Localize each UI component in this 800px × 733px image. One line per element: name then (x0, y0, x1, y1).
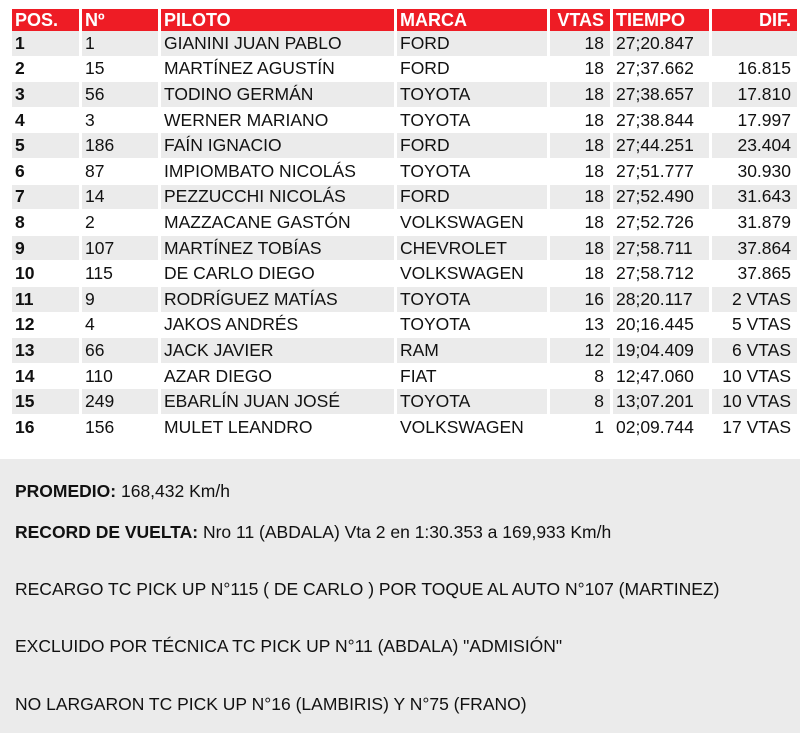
cell-pos: 12 (12, 313, 79, 339)
cell-brand: VOLKSWAGEN (397, 210, 547, 236)
table-row (12, 261, 797, 287)
average-value: 168,432 Km/h (116, 481, 230, 501)
record-value: Nro 11 (ABDALA) Vta 2 en 1:30.353 a 169,933 Km/h (198, 522, 612, 542)
cell-brand: RAM (397, 338, 547, 364)
cell-diff (712, 31, 797, 57)
table-row (12, 159, 797, 185)
cell-laps: 8 (550, 364, 610, 390)
cell-laps: 13 (550, 313, 610, 339)
cell-brand: FORD (397, 31, 547, 57)
cell-diff: 10 VTAS (712, 389, 797, 415)
cell-diff: 16.815 (712, 57, 797, 83)
average-label: PROMEDIO: (15, 481, 117, 501)
cell-brand: FORD (397, 185, 547, 211)
cell-pos: 8 (12, 210, 79, 236)
cell-pos: 15 (12, 389, 79, 415)
header-driver: PILOTO (161, 9, 394, 31)
cell-num: 2 (82, 210, 158, 236)
header-num: Nº (82, 9, 158, 31)
did-not-start-note: NO LARGARON TC PICK UP N°16 (LAMBIRIS) Y N°75 (FRANO) (15, 694, 527, 714)
table-row (12, 108, 797, 134)
cell-num: 14 (82, 185, 158, 211)
cell-driver: WERNER MARIANO (161, 108, 394, 134)
cell-driver: MARTÍNEZ AGUSTÍN (161, 57, 394, 83)
cell-pos: 10 (12, 261, 79, 287)
cell-brand: CHEVROLET (397, 236, 547, 262)
table-row (12, 313, 797, 339)
results-table (9, 9, 800, 441)
cell-laps: 18 (550, 236, 610, 262)
table-row (12, 210, 797, 236)
cell-laps: 18 (550, 133, 610, 159)
cell-diff: 10 VTAS (712, 364, 797, 390)
cell-laps: 18 (550, 159, 610, 185)
table-row (12, 82, 797, 108)
table-row (12, 415, 797, 441)
cell-driver: IMPIOMBATO NICOLÁS (161, 159, 394, 185)
cell-driver: DE CARLO DIEGO (161, 261, 394, 287)
cell-time: 12;47.060 (613, 364, 709, 390)
header-time: TIEMPO (613, 9, 709, 31)
cell-laps: 18 (550, 210, 610, 236)
cell-diff: 17 VTAS (712, 415, 797, 441)
cell-brand: TOYOTA (397, 159, 547, 185)
cell-num: 115 (82, 261, 158, 287)
race-notes-panel (0, 459, 800, 733)
cell-pos: 2 (12, 57, 79, 83)
cell-laps: 18 (550, 57, 610, 83)
cell-diff: 30.930 (712, 159, 797, 185)
cell-diff: 23.404 (712, 133, 797, 159)
record-label: RECORD DE VUELTA: (15, 522, 199, 542)
table-row (12, 185, 797, 211)
table-row (12, 338, 797, 364)
excluded-note: EXCLUIDO POR TÉCNICA TC PICK UP N°11 (ABDALA) "ADMISIÓN" (15, 636, 563, 656)
cell-laps: 18 (550, 31, 610, 57)
table-row (12, 31, 797, 57)
table-row (12, 57, 797, 83)
cell-time: 27;51.777 (613, 159, 709, 185)
cell-laps: 18 (550, 82, 610, 108)
cell-num: 3 (82, 108, 158, 134)
cell-num: 249 (82, 389, 158, 415)
cell-pos: 3 (12, 82, 79, 108)
cell-driver: EBARLÍN JUAN JOSÉ (161, 389, 394, 415)
cell-driver: TODINO GERMÁN (161, 82, 394, 108)
table-row (12, 389, 797, 415)
average-speed (15, 481, 230, 502)
cell-diff: 37.865 (712, 261, 797, 287)
cell-time: 27;52.490 (613, 185, 709, 211)
cell-diff: 17.997 (712, 108, 797, 134)
cell-laps: 18 (550, 261, 610, 287)
penalty-note: RECARGO TC PICK UP N°115 ( DE CARLO ) POR TOQUE AL AUTO N°107 (MARTINEZ) (15, 579, 720, 599)
cell-pos: 13 (12, 338, 79, 364)
header-pos: POS. (12, 9, 79, 31)
cell-diff: 2 VTAS (712, 287, 797, 313)
cell-laps: 18 (550, 108, 610, 134)
cell-driver: MARTÍNEZ TOBÍAS (161, 236, 394, 262)
cell-pos: 9 (12, 236, 79, 262)
cell-diff: 5 VTAS (712, 313, 797, 339)
cell-driver: FAÍN IGNACIO (161, 133, 394, 159)
header-brand: MARCA (397, 9, 547, 31)
cell-time: 27;38.844 (613, 108, 709, 134)
cell-pos: 14 (12, 364, 79, 390)
cell-num: 4 (82, 313, 158, 339)
cell-pos: 7 (12, 185, 79, 211)
cell-laps: 8 (550, 389, 610, 415)
cell-num: 110 (82, 364, 158, 390)
cell-pos: 6 (12, 159, 79, 185)
cell-time: 27;37.662 (613, 57, 709, 83)
cell-laps: 1 (550, 415, 610, 441)
cell-time: 20;16.445 (613, 313, 709, 339)
cell-driver: JAKOS ANDRÉS (161, 313, 394, 339)
table-row (12, 364, 797, 390)
cell-driver: PEZZUCCHI NICOLÁS (161, 185, 394, 211)
cell-brand: TOYOTA (397, 82, 547, 108)
cell-driver: AZAR DIEGO (161, 364, 394, 390)
cell-pos: 5 (12, 133, 79, 159)
cell-brand: TOYOTA (397, 108, 547, 134)
table-row (12, 287, 797, 313)
cell-brand: TOYOTA (397, 389, 547, 415)
lap-record (15, 522, 611, 543)
cell-brand: TOYOTA (397, 313, 547, 339)
cell-time: 13;07.201 (613, 389, 709, 415)
header-row (12, 9, 797, 31)
cell-num: 1 (82, 31, 158, 57)
cell-diff: 6 VTAS (712, 338, 797, 364)
cell-time: 27;58.711 (613, 236, 709, 262)
cell-brand: TOYOTA (397, 287, 547, 313)
cell-pos: 11 (12, 287, 79, 313)
cell-pos: 4 (12, 108, 79, 134)
cell-time: 27;44.251 (613, 133, 709, 159)
cell-diff: 31.643 (712, 185, 797, 211)
cell-brand: VOLKSWAGEN (397, 415, 547, 441)
cell-num: 156 (82, 415, 158, 441)
cell-num: 66 (82, 338, 158, 364)
cell-diff: 31.879 (712, 210, 797, 236)
cell-pos: 16 (12, 415, 79, 441)
cell-num: 186 (82, 133, 158, 159)
cell-num: 56 (82, 82, 158, 108)
cell-driver: GIANINI JUAN PABLO (161, 31, 394, 57)
cell-time: 27;20.847 (613, 31, 709, 57)
header-laps: VTAS (550, 9, 610, 31)
cell-time: 27;38.657 (613, 82, 709, 108)
cell-laps: 16 (550, 287, 610, 313)
cell-laps: 18 (550, 185, 610, 211)
cell-laps: 12 (550, 338, 610, 364)
table-row (12, 133, 797, 159)
cell-brand: FORD (397, 57, 547, 83)
cell-num: 9 (82, 287, 158, 313)
cell-time: 28;20.117 (613, 287, 709, 313)
cell-time: 27;58.712 (613, 261, 709, 287)
cell-brand: FIAT (397, 364, 547, 390)
cell-pos: 1 (12, 31, 79, 57)
cell-driver: MAZZACANE GASTÓN (161, 210, 394, 236)
cell-driver: MULET LEANDRO (161, 415, 394, 441)
cell-num: 15 (82, 57, 158, 83)
cell-time: 02;09.744 (613, 415, 709, 441)
cell-diff: 37.864 (712, 236, 797, 262)
cell-driver: JACK JAVIER (161, 338, 394, 364)
cell-time: 19;04.409 (613, 338, 709, 364)
cell-time: 27;52.726 (613, 210, 709, 236)
header-diff: DIF. (712, 9, 797, 31)
cell-brand: FORD (397, 133, 547, 159)
cell-num: 107 (82, 236, 158, 262)
cell-num: 87 (82, 159, 158, 185)
cell-diff: 17.810 (712, 82, 797, 108)
table-row (12, 236, 797, 262)
cell-brand: VOLKSWAGEN (397, 261, 547, 287)
cell-driver: RODRÍGUEZ MATÍAS (161, 287, 394, 313)
